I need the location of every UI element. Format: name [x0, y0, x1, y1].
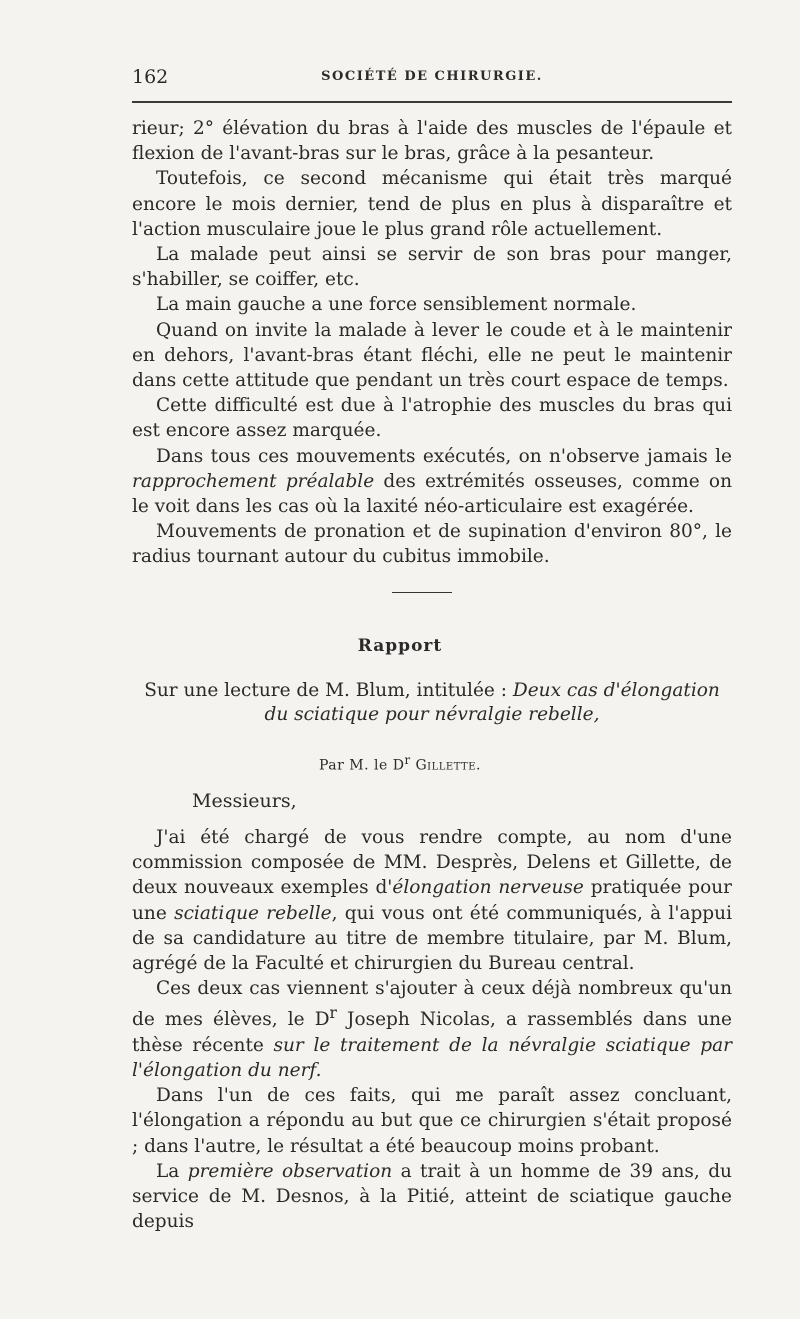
text: La: [156, 1160, 180, 1182]
text: Dans tous ces mouvements exécutés, on n'observe jamais le: [156, 445, 732, 467]
report-body: [132, 825, 732, 1234]
report-subtitle: [132, 679, 732, 727]
byline-sup: r: [404, 753, 411, 767]
section-title: Rapport: [357, 636, 443, 656]
emphasis: élongation nerveuse: [392, 877, 584, 899]
page-header: [132, 64, 732, 90]
paragraph: Quand on invite la malade à lever le coude et à le maintenir en dehors, l'avant-bras étant fléchi, elle ne peut le maintenir dans cette attitude que pendant un très court espace de temps.: [132, 319, 732, 392]
header-rule: [132, 101, 732, 103]
emphasis: sciatique rebelle: [174, 902, 332, 924]
paragraph: Cette difficulté est due à l'atrophie des muscles du bras qui est encore assez marquée.: [132, 395, 732, 442]
text: , qui vous ont été communiqués, à l'appui de sa candidature au titre de membre titulaire, par M. Blum, agrégé de la Faculté et chirurgien du Bureau central.: [132, 902, 732, 975]
paragraph: Toutefois, ce second mécanisme qui était très marqué encore le mois dernier, tend de plus en plus à disparaître et l'action musculaire joue le plus grand rôle actuellement.: [132, 168, 732, 240]
superscript: r: [329, 1004, 337, 1023]
paragraph: [132, 1159, 732, 1235]
byline-prefix: Par M. le D: [319, 757, 405, 774]
text: des extrémités osseuses, comme on le voit dans les cas où la laxité néo-articulaire est exagérée.: [132, 470, 732, 518]
running-title: SOCIÉTÉ DE CHIRURGIE.: [321, 69, 543, 84]
text: J'ai été chargé de vous rendre compte, au nom d'une commission composée de MM. Desprès, Delens et Gillette, de deux nouveaux exemples d': [132, 827, 732, 899]
text: Joseph Nicolas, a rassemblés dans une thèse récente: [132, 1009, 732, 1056]
salutation: Messieurs,: [192, 790, 297, 812]
paragraph: [132, 444, 732, 520]
section-separator: [392, 592, 452, 593]
text: pratiquée pour une: [132, 877, 733, 924]
page-number: 162: [132, 66, 169, 88]
emphasis: rapprochement préalable: [132, 470, 375, 492]
subtitle-title: Deux cas d'élongation du sciatique pour névralgie rebelle,: [264, 680, 720, 725]
paragraph: Mouvements de pronation et de supination d'environ 80°, le radius tournant autour du cubitus immobile.: [132, 521, 732, 568]
paragraph: La main gauche a une force sensiblement normale.: [156, 294, 637, 316]
text: Ces deux cas viennent s'ajouter à ceux déjà nombreux qu'un de mes élèves, le D: [132, 978, 732, 1031]
byline: [0, 753, 800, 774]
paragraph: Dans l'un de ces faits, qui me paraît assez concluant, l'élongation a répondu au but que ce chirurgien s'était proposé ; dans l'autre, le résultat a été beaucoup moins probant.: [132, 1085, 732, 1157]
emphasis: sur le traitement de la névralgie sciatique par l'élongation du nerf.: [132, 1034, 732, 1081]
byline-author: Gillette.: [415, 757, 481, 774]
subtitle-text: Sur une lecture de M. Blum, intitulée :: [144, 680, 507, 701]
paragraph: La malade peut ainsi se servir de son bras pour manger, s'habiller, se coiffer, etc.: [132, 244, 732, 291]
paragraph: [132, 976, 732, 1083]
continued-text: [132, 116, 732, 570]
paragraph: rieur; 2° élévation du bras à l'aide des muscles de l'épaule et flexion de l'avant-bras sur le bras, grâce à la pesanteur.: [132, 118, 732, 165]
paragraph: [132, 825, 732, 976]
emphasis: première observation: [187, 1160, 393, 1182]
text: a trait à un homme de 39 ans, du service de M. Desnos, à la Pitié, atteint de sciatique gauche depuis: [132, 1160, 732, 1233]
